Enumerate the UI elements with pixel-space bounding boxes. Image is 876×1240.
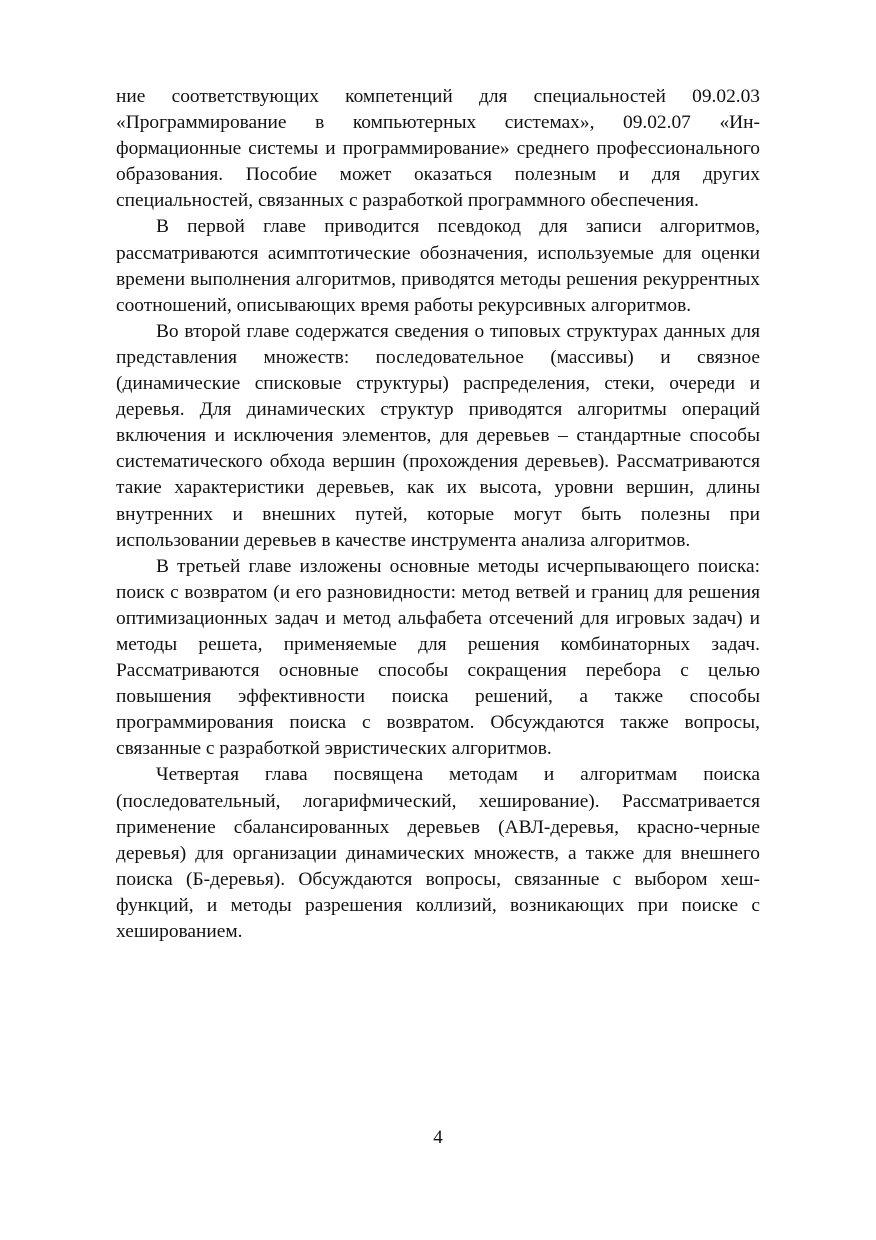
paragraph-chapter-3: В третьей главе изложены основные методы исчерпывающего поиска: поиск с возвратом (и его разновидности: метод ветвей и границ для решения оптимизационных задач и метод альфабета отсечений для игровых задач) и методы решета, применяемые для решения комбинаторных задач. Рассматриваются основные способы сокращения перебора с целью повышения эффективности поиска решений, а также способы программирования поиска с возвратом. Обсуждаются также вопросы, связанные с разработкой эвристических алгоритмов.	[116, 555, 760, 760]
body-text	[116, 84, 760, 945]
page-number: 4	[433, 1127, 443, 1148]
paragraph-chapter-2: Во второй главе содержатся сведения о типовых структурах данных для представления множеств: последовательное (массивы) и связное (динамические списковые структуры) распределения, стеки, очереди и деревья. Для динамических структур приводятся алгоритмы операций включения и исключения элементов, для деревьев – стандартные способы систематического обхода вершин (прохождения деревьев). Рассматриваются такие характеристики деревьев, как их высота, уровни вершин, длины внутренних и внешних путей, которые могут быть полезны при использовании деревьев в качестве инструмента анализа алгоритмов.	[116, 320, 760, 551]
paragraph-chapter-1: В первой главе приводится псевдокод для записи алгоритмов, рассматриваются асимптотические обозначения, используемые для оценки времени выполнения алгоритмов, приводятся методы решения рекуррентных соотношений, описывающих время работы рекурсивных алгоритмов.	[116, 216, 760, 316]
paragraph-continuation: ние соответствующих компетенций для специальностей 09.02.03 «Программирование в компьютерных системах», 09.02.07 «Информационные системы и программирование» среднего профессионального образования. Пособие может оказаться полезным и для других специальностей, связанных с разработкой программного обеспечения.	[116, 86, 760, 212]
paragraph-chapter-4: Четвертая глава посвящена методам и алгоритмам поиска (последовательный, логарифмический, хеширование). Рассматривается применение сбалансированных деревьев (АВЛ-деревья, красно-черные деревья) для организации динамических множеств, а также для внешнего поиска (Б-деревья). Обсуждаются вопросы, связанные с выбором хеш-функций, и методы разрешения коллизий, возникающих при поиске с хешированием.	[116, 764, 760, 942]
